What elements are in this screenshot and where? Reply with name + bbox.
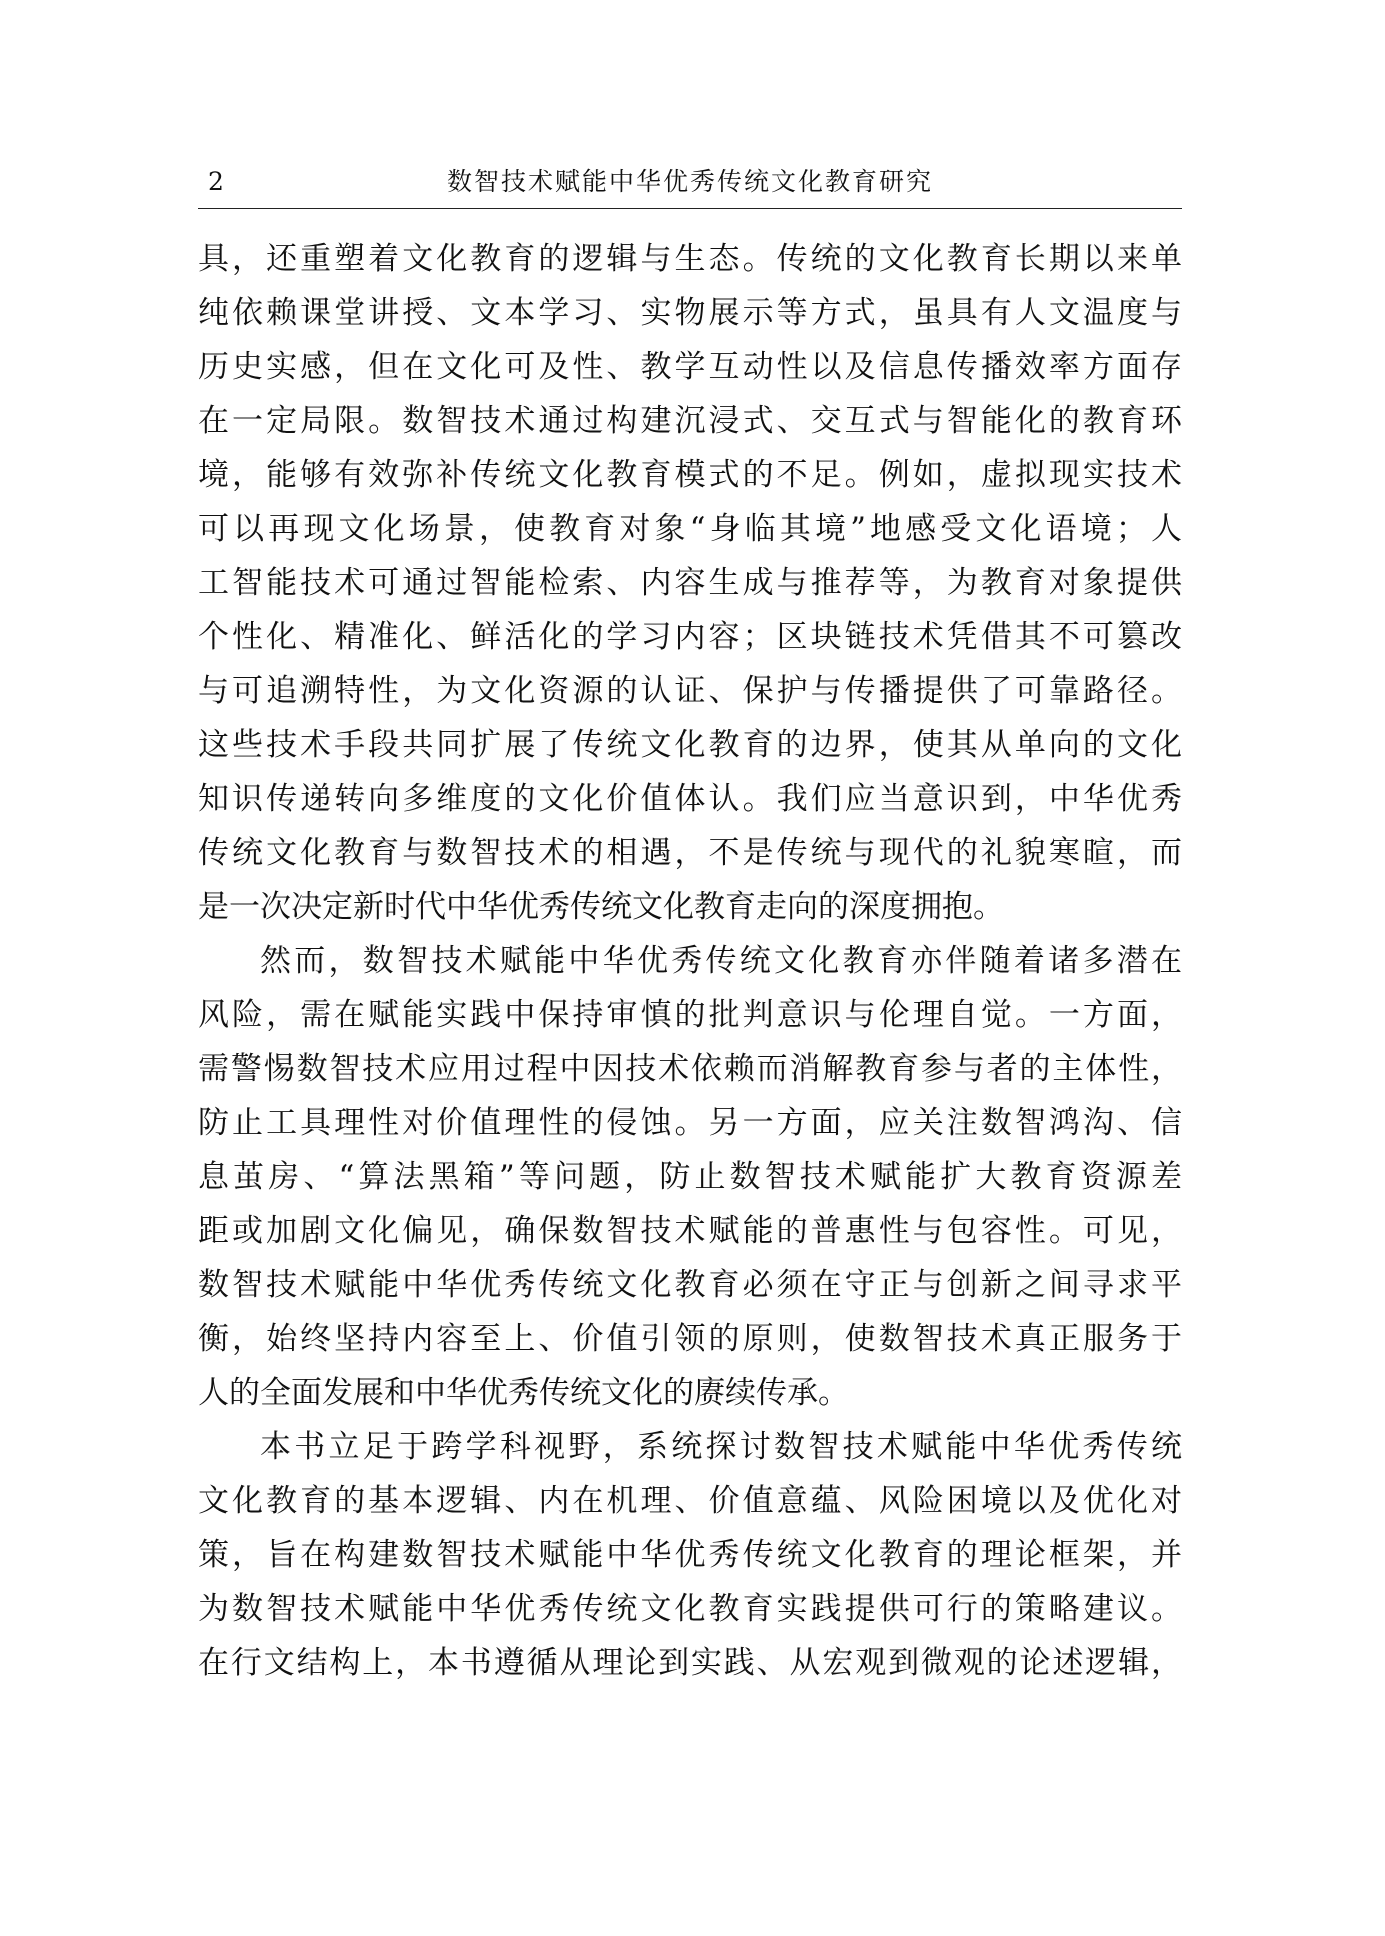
text-line: 传统文化教育与数智技术的相遇，不是传统与现代的礼貌寒暄，而 [198,835,1182,871]
text-line: 与可追溯特性，为文化资源的认证、保护与传播提供了可靠路径。 [198,673,1182,709]
paragraph-3 [198,1420,1182,1690]
text-line: 具，还重塑着文化教育的逻辑与生态。传统的文化教育长期以来单 [198,241,1182,277]
text-line: 在一定局限。数智技术通过构建沉浸式、交互式与智能化的教育环 [198,403,1182,439]
paragraph-1 [198,232,1182,934]
text-line: 息茧房、“算法黑箱”等问题，防止数智技术赋能扩大教育资源差 [198,1159,1182,1195]
text-line: 衡，始终坚持内容至上、价值引领的原则，使数智技术真正服务于 [198,1321,1182,1357]
page-number: 2 [208,167,224,196]
text-line: 本书立足于跨学科视野，系统探讨数智技术赋能中华优秀传统 [260,1429,1182,1465]
text-line: 境，能够有效弥补传统文化教育模式的不足。例如，虚拟现实技术 [198,457,1182,493]
body-text [198,232,1182,1690]
text-line: 距或加剧文化偏见，确保数智技术赋能的普惠性与包容性。可见， [198,1213,1182,1249]
text-line: 可以再现文化场景，使教育对象“身临其境”地感受文化语境；人 [198,511,1182,547]
text-line: 防止工具理性对价值理性的侵蚀。另一方面，应关注数智鸿沟、信 [198,1105,1182,1141]
running-title: 数智技术赋能中华优秀传统文化教育研究 [446,167,933,196]
text-line: 工智能技术可通过智能检索、内容生成与推荐等，为教育对象提供 [198,565,1182,601]
text-line: 为数智技术赋能中华优秀传统文化教育实践提供可行的策略建议。 [198,1591,1182,1627]
text-line: 风险，需在赋能实践中保持审慎的批判意识与伦理自觉。一方面， [198,997,1182,1033]
text-line: 这些技术手段共同扩展了传统文化教育的边界，使其从单向的文化 [198,727,1182,763]
text-line: 在行文结构上，本书遵循从理论到实践、从宏观到微观的论述逻辑， [198,1645,1182,1681]
text-line: 纯依赖课堂讲授、文本学习、实物展示等方式，虽具有人文温度与 [198,295,1182,331]
running-header [198,162,1182,209]
text-line: 历史实感，但在文化可及性、教学互动性以及信息传播效率方面存 [198,349,1182,385]
text-line: 人的全面发展和中华优秀传统文化的赓续传承。 [198,1375,849,1411]
text-line: 是一次决定新时代中华优秀传统文化教育走向的深度拥抱。 [198,889,1004,925]
text-line: 需警惕数智技术应用过程中因技术依赖而消解教育参与者的主体性， [198,1051,1182,1087]
paragraph-2 [198,934,1182,1420]
text-line: 策，旨在构建数智技术赋能中华优秀传统文化教育的理论框架，并 [198,1537,1182,1573]
text-line: 个性化、精准化、鲜活化的学习内容；区块链技术凭借其不可篡改 [198,619,1182,655]
text-line: 文化教育的基本逻辑、内在机理、价值意蕴、风险困境以及优化对 [198,1483,1182,1519]
text-line: 数智技术赋能中华优秀传统文化教育必须在守正与创新之间寻求平 [198,1267,1182,1303]
text-line: 然而，数智技术赋能中华优秀传统文化教育亦伴随着诸多潜在 [260,943,1182,979]
text-line: 知识传递转向多维度的文化价值体认。我们应当意识到，中华优秀 [198,781,1182,817]
